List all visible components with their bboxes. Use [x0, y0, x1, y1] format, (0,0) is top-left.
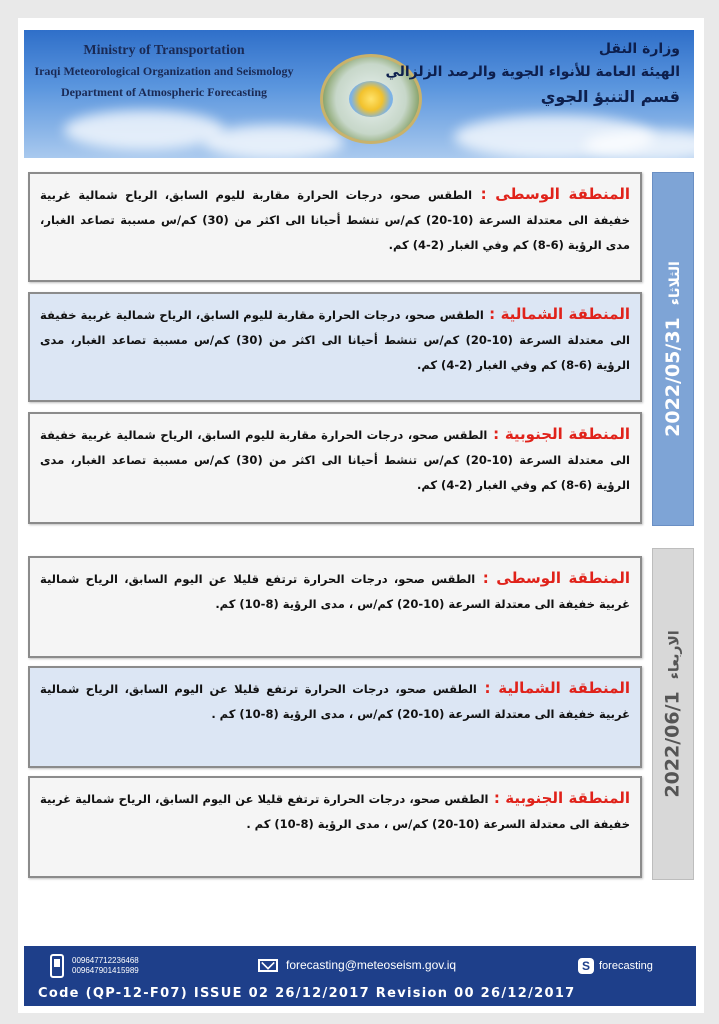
document-code-line: Code (QP-12-F07) ISSUE 02 26/12/2017 Revision 00 26/12/2017: [38, 986, 576, 1001]
sun-cloud-emblem-icon: [349, 81, 393, 117]
day-tab-2: [652, 548, 694, 880]
day-name: الثلاثاء: [667, 261, 683, 306]
region-name: المنطقة الشمالية: [498, 679, 630, 697]
english-header: [34, 40, 294, 103]
skype-icon: S: [578, 958, 594, 974]
forecast-text: الطقس صحو، درجات الحرارة ترتفع قليلا عن اليوم السابق، الرياح شمالية غربية خفيفة الى معتدلة السرعة (10-20) كم/س ، مدى الرؤية (8-10) كم .: [40, 682, 630, 721]
forecast-card-south-day1: المنطقة الجنوبية : الطقس صحو، درجات الحرارة مقاربة لليوم السابق، الرياح شمالية غربية خفيفة الى معتدلة السرعة (10-20) كم/س تنشط أحيانا الى اكثر من (30) كم/س مسببة تصاعد الغبار، مدى الرؤية (6-8) كم وفي الغبار (2-4) كم.: [28, 412, 642, 524]
phone-number-1: 009647712236468: [72, 956, 139, 965]
forecast-card-south-day2: المنطقة الجنوبية : الطقس صحو، درجات الحرارة ترتفع قليلا عن اليوم السابق، الرياح شمالية غربية خفيفة الى معتدلة السرعة (10-20) كم/س ، مدى الرؤية (8-10) كم .: [28, 776, 642, 878]
email-contact[interactable]: [258, 958, 456, 972]
forecast-card-north-day1: المنطقة الشمالية : الطقس صحو، درجات الحرارة مقاربة لليوم السابق، الرياح شمالية غربية خفيفة الى معتدلة السرعة (10-20) كم/س تنشط أحيانا الى اكثر من (30) كم/س مسببة تصاعد الغبار، مدى الرؤية (6-8) كم وفي الغبار (2-4) كم.: [28, 292, 642, 402]
footer-bar: [24, 946, 696, 1006]
phone-contacts: [50, 954, 139, 978]
forecast-card-central-day2: المنطقة الوسطى : الطقس صحو، درجات الحرارة ترتفع قليلا عن اليوم السابق، الرياح شمالية غربية خفيفة الى معتدلة السرعة (10-20) كم/س ، مدى الرؤية (8-10) كم.: [28, 556, 642, 658]
department-name-ar: قسم التنبؤ الجوي: [540, 87, 680, 106]
forecast-text: الطقس صحو، درجات الحرارة مقاربة لليوم السابق، الرياح شمالية غربية خفيفة الى معتدلة السرعة (10-20) كم/س تنشط أحيانا الى اكثر من (30) كم/س مسببة تصاعد الغبار، مدى الرؤية (6-8) كم وفي الغبار (2-4) كم.: [40, 308, 630, 372]
day-tab-1: [652, 172, 694, 526]
phone-number-2: 009647901415989: [72, 966, 139, 975]
envelope-icon: [258, 959, 278, 972]
email-address[interactable]: forecasting@meteoseism.gov.iq: [286, 958, 457, 972]
forecast-card-central-day1: المنطقة الوسطى : الطقس صحو، درجات الحرارة مقاربة لليوم السابق، الرياح شمالية غربية خفيفة الى معتدلة السرعة (10-20) كم/س تنشط أحيانا الى اكثر من (30) كم/س مسببة تصاعد الغبار، مدى الرؤية (6-8) كم وفي الغبار (2-4) كم.: [28, 172, 642, 282]
forecast-text: الطقس صحو، درجات الحرارة ترتفع قليلا عن اليوم السابق، الرياح شمالية غربية خفيفة الى معتدلة السرعة (10-20) كم/س ، مدى الرؤية (8-10) كم.: [40, 572, 630, 611]
header-banner: [24, 30, 694, 158]
region-name: المنطقة الشمالية: [500, 305, 630, 323]
forecast-text: الطقس صحو، درجات الحرارة ترتفع قليلا عن اليوم السابق، الرياح شمالية غربية خفيفة الى معتدلة السرعة (10-20) كم/س ، مدى الرؤية (8-10) كم .: [40, 792, 630, 831]
forecast-card-north-day2: المنطقة الشمالية : الطقس صحو، درجات الحرارة ترتفع قليلا عن اليوم السابق، الرياح شمالية غربية خفيفة الى معتدلة السرعة (10-20) كم/س ، مدى الرؤية (8-10) كم .: [28, 666, 642, 768]
ministry-name-en: Ministry of Transportation: [83, 43, 245, 58]
mobile-phone-icon: [50, 954, 64, 978]
organization-name-ar: الهيئة العامة للأنواء الجوية والرصد الزلزالي: [385, 64, 680, 80]
day-date: 2022/05/31: [662, 317, 684, 437]
ministry-name-ar: وزارة النقل: [598, 41, 680, 57]
forecast-text: الطقس صحو، درجات الحرارة مقاربة لليوم السابق، الرياح شمالية غربية خفيفة الى معتدلة السرعة (10-20) كم/س تنشط أحيانا الى اكثر من (30) كم/س مسببة تصاعد الغبار، مدى الرؤية (6-8) كم وفي الغبار (2-4) كم.: [40, 188, 630, 252]
region-name: المنطقة الجنوبية: [505, 789, 630, 807]
region-name: المنطقة الوسطى: [496, 569, 630, 587]
region-name: المنطقة الجنوبية: [504, 425, 630, 443]
region-name: المنطقة الوسطى: [495, 185, 630, 203]
skype-name[interactable]: forecasting: [599, 960, 653, 972]
skype-contact[interactable]: [578, 958, 653, 974]
organization-name-en: Iraqi Meteorological Organization and Seismology: [34, 64, 294, 78]
forecast-text: الطقس صحو، درجات الحرارة مقاربة لليوم السابق، الرياح شمالية غربية خفيفة الى معتدلة السرعة (10-20) كم/س تنشط أحيانا الى اكثر من (30) كم/س مسببة تصاعد الغبار، مدى الرؤية (6-8) كم وفي الغبار (2-4) كم.: [40, 428, 630, 492]
day-date: 2022/06/1: [662, 691, 684, 798]
department-name-en: Department of Atmospheric Forecasting: [60, 85, 268, 99]
day-name: الاربعاء: [667, 630, 683, 680]
arabic-header: [385, 38, 680, 110]
